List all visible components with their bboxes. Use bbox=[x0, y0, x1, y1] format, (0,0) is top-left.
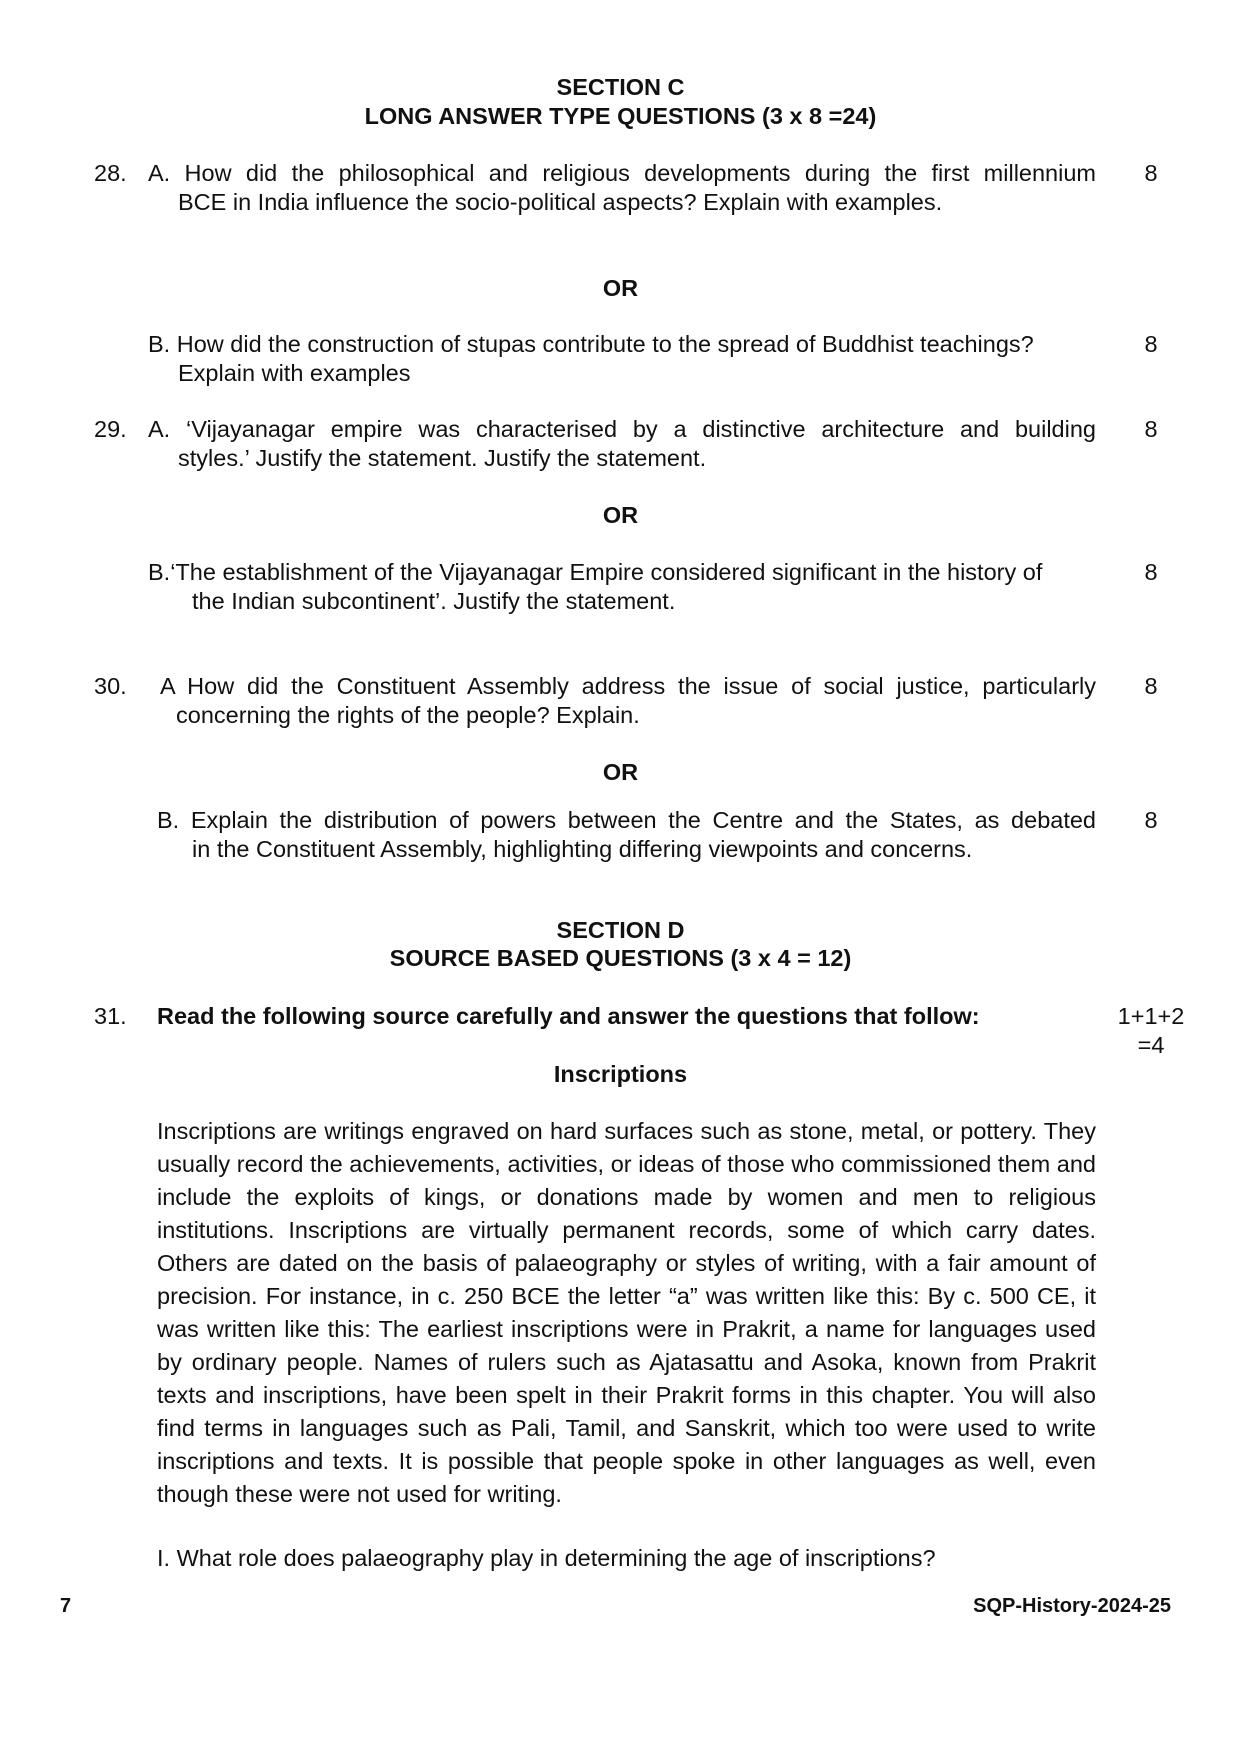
question-28-b-line1: B. How did the construction of stupas contribute to the spread of Buddhist teachings? bbox=[148, 331, 1034, 357]
question-number-30: 30. bbox=[94, 673, 127, 699]
question-29-a-line1: A. ‘Vijayanagar empire was characterised by a distinctive architecture and building bbox=[148, 416, 1096, 442]
question-29-a-line2: styles.’ Justify the statement. Justify the statement. bbox=[178, 445, 707, 471]
question-28-a-marks: 8 bbox=[1144, 160, 1158, 186]
section-c-subheading: LONG ANSWER TYPE QUESTIONS (3 x 8 =24) bbox=[364, 103, 877, 129]
question-28-option-a bbox=[148, 159, 1096, 217]
section-d-heading: SECTION D bbox=[556, 917, 685, 943]
question-number-28: 28. bbox=[94, 160, 127, 186]
question-30-option-b bbox=[157, 806, 1096, 864]
question-30-a-marks: 8 bbox=[1144, 673, 1158, 699]
source-title: Inscriptions bbox=[553, 1061, 688, 1087]
question-28-a-line2: BCE in India influence the socio-political aspects? Explain with examples. bbox=[178, 189, 943, 215]
question-31-marks-line2: =4 bbox=[1137, 1032, 1165, 1058]
question-29-option-a bbox=[148, 415, 1096, 473]
question-31-marks bbox=[1106, 1002, 1196, 1060]
question-28-a-line1: A. How did the philosophical and religious developments during the first millennium bbox=[148, 160, 1096, 186]
section-d-subheading: SOURCE BASED QUESTIONS (3 x 4 = 12) bbox=[389, 945, 852, 971]
question-31-marks-line1: 1+1+2 bbox=[1117, 1003, 1185, 1029]
question-30-b-line2: in the Constituent Assembly, highlighting differing viewpoints and concerns. bbox=[192, 836, 973, 862]
question-29-b-line2: the Indian subcontinent’. Justify the statement. bbox=[192, 588, 676, 614]
question-29-a-marks: 8 bbox=[1144, 416, 1158, 442]
question-29-b-marks: 8 bbox=[1144, 559, 1158, 585]
question-29-b-line1: B.‘The establishment of the Vijayanagar Empire considered significant in the history of bbox=[148, 559, 1043, 585]
question-30-a-line1: A How did the Constituent Assembly address the issue of social justice, particularly bbox=[160, 673, 1096, 699]
question-29-option-b bbox=[148, 558, 1096, 616]
question-30-b-line1: B. Explain the distribution of powers between the Centre and the States, as debated bbox=[157, 807, 1096, 833]
section-c-heading: SECTION C bbox=[556, 74, 685, 100]
question-28-b-line2: Explain with examples bbox=[178, 360, 411, 386]
page-number: 7 bbox=[60, 1595, 72, 1617]
question-30-a-line2: concerning the rights of the people? Explain. bbox=[176, 702, 640, 728]
question-28-or: OR bbox=[602, 275, 639, 301]
question-29-or: OR bbox=[602, 502, 639, 528]
question-31-instruction: Read the following source carefully and answer the questions that follow: bbox=[157, 1003, 980, 1029]
source-passage: Inscriptions are writings engraved on hard surfaces such as stone, metal, or pottery. They usually record the achievements, activities, or ideas of those who commissioned them and include the exploits of kings, or donations made by women and men to religious institutions. Inscriptions are virtually permanent records, some of which carry dates. Others are dated on the basis of palaeography or styles of writing, with a fair amount of precision. For instance, in c. 250 BCE the letter “a” was written like this: By c. 500 CE, it was written like this: The earliest inscriptions were in Prakrit, a name for languages used by ordinary people. Names of rulers such as Ajatasattu and Asoka, known from Prakrit texts and inscriptions, have been spelt in their Prakrit forms in this chapter. You will also find terms in languages such as Pali, Tamil, and Sanskrit, which too were used to write inscriptions and texts. It is possible that people spoke in other languages as well, even though these were not used for writing. bbox=[157, 1118, 1096, 1507]
question-30-b-marks: 8 bbox=[1144, 807, 1158, 833]
question-number-31: 31. bbox=[94, 1003, 127, 1029]
question-30-option-a bbox=[160, 672, 1096, 730]
question-number-29: 29. bbox=[94, 416, 127, 442]
question-31-sub-question-1: I. What role does palaeography play in determining the age of inscriptions? bbox=[157, 1545, 936, 1571]
question-28-b-marks: 8 bbox=[1144, 331, 1158, 357]
document-code: SQP-History-2024-25 bbox=[973, 1595, 1171, 1617]
question-28-option-b bbox=[148, 330, 1096, 388]
question-30-or: OR bbox=[602, 759, 639, 785]
